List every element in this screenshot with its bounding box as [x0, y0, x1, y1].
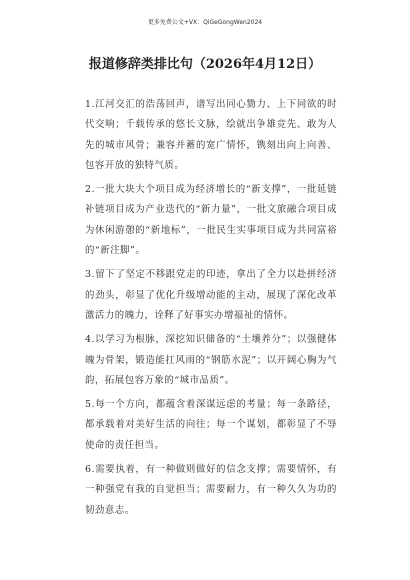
- paragraph-6: 6.需要执着，有一种做则做好的信念支撑；需要情怀，有一种强党有我的自觉担当；需要耐力，有一种久久为功的韧劲意志。: [85, 464, 337, 516]
- document-title: 报道修辞类排比句（2026年4月12日）: [88, 57, 322, 72]
- paragraph-4: 4.以学习为根脉，深挖知识储备的“土壤养分”；以强健体魄为骨架，锻造能扛风雨的“钢筋水泥”；以开阔心胸为气韵，拓展包容万象的“城市品质”。: [85, 334, 337, 386]
- paragraph-2: 2.一批大块大个项目成为经济增长的“新支撑”，一批延链补链项目成为产业迭代的“新力量”，一批文旅融合项目成为休闲游憩的“新地标”，一批民生实事项目成为共同富裕的“新注脚”。: [85, 184, 337, 257]
- header-notice: 更多免费公文+VX：QiGeGongWen2024: [147, 19, 263, 26]
- document-body: [85, 95, 337, 525]
- paragraph-5: 5.每一个方向，都蕴含着深谋远虑的考量；每一条路径，都承载着对美好生活的向往；每一个谋划，都彰显了不辱使命的责任担当。: [85, 399, 337, 451]
- paragraph-1: 1.江河交汇的浩荡回声，谱写出同心勠力、上下同欲的时代交响；千载传承的悠长文脉，绘就出争雄竞先、敢为人先的城市风骨；兼容并蓄的宽广情怀，镌刻出向上向善、包容开放的独特气质。: [85, 99, 337, 171]
- paragraph-3: 3.留下了坚定不移跟党走的印迹，拿出了全力以赴拼经济的劲头，彰显了优化升级增动能的主动，展现了深化改革激活力的魄力，诠释了好事实办增福祉的情怀。: [85, 269, 337, 321]
